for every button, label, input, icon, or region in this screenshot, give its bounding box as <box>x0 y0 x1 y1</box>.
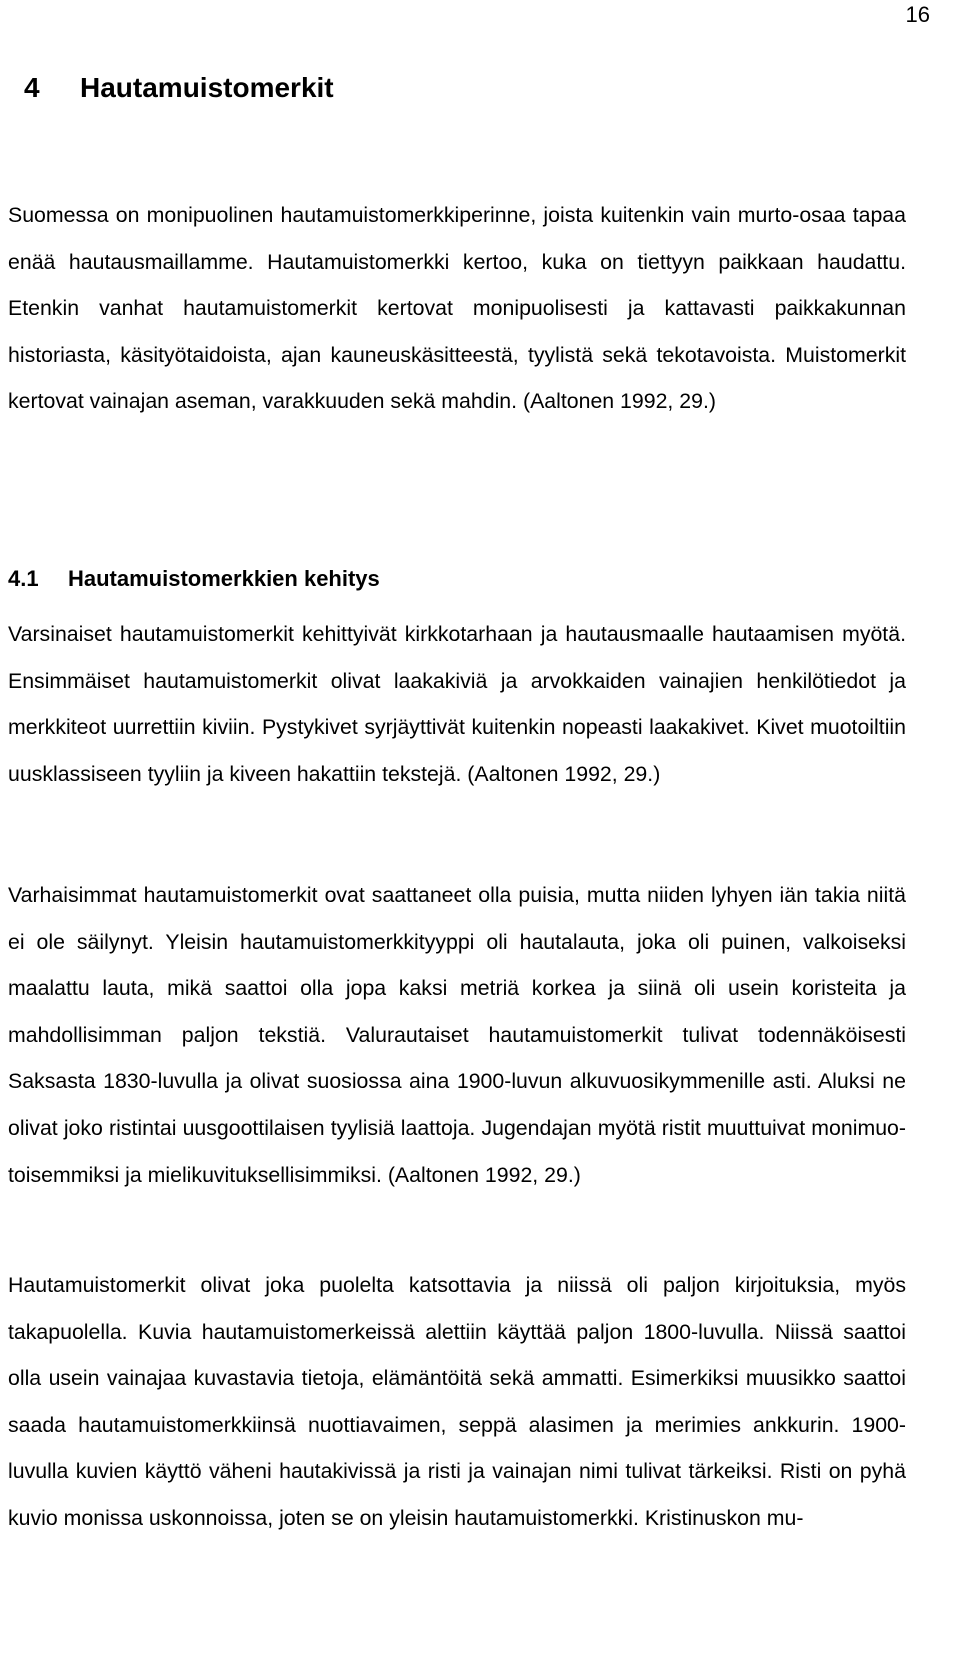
paragraph-intro: Suomessa on monipuolinen hautamuistomerkkiperinne, joista kuitenkin vain murto-osaa tapaa enää hautausmaillamme. Hautamuistomerkki kertoo, kuka on tiettyyn paikkaan haudattu. Etenkin vanhat hautamuistomerkit kertovat monipuolisesti ja kattavasti paikkakunnan historiasta, käsityötaidoista, ajan kauneuskäsitteestä, tyylistä sekä tekotavoista. Muistomerkit kertovat vainajan aseman, varakkuuden sekä mahdin. (Aaltonen 1992, 29.) <box>8 203 906 414</box>
paragraph-development: Varsinaiset hautamuistomerkit kehittyivät kirkkotarhaan ja hautausmaalle hautaamisen myötä. Ensimmäiset hautamuistomerkit olivat laakakiviä ja arvokkaiden vainajien henkilötiedot ja merkkiteot uurrettiin kiviin. Pystykivet syrjäyttivät kuitenkin nopeasti laakakivet. Kivet muotoiltiin uusklassiseen tyyliin ja kiveen hakattiin tekstejä. (Aaltonen 1992, 29.) <box>8 622 906 786</box>
chapter-number: 4 <box>24 72 40 103</box>
paragraph-inscriptions: Hautamuistomerkit olivat joka puolelta katsottavia ja niissä oli paljon kirjoituksia, myös takapuolella. Kuvia hautamuistomerkeissä alettiin käyttää paljon 1800-luvulla. Niissä saattoi olla usein vainajaa kuvastavia tietoja, elämäntöitä sekä ammatti. Esimerkiksi muusikko saattoi saada hautamuistomerkkiinsä nuottiavaimen, seppä alasimen ja merimies ankkurin. 1900-luvulla kuvien käyttö väheni hautakivissä ja risti ja vainajan nimi tulivat tärkeiksi. Risti on pyhä kuvio monissa uskonnoissa, joten se on yleisin hautamuistomerkki. Kristinuskon mu- <box>8 1273 906 1530</box>
section-heading <box>8 566 380 592</box>
paragraph-early-monuments: Varhaisimmat hautamuistomerkit ovat saattaneet olla puisia, mutta niiden lyhyen iän takia niitä ei ole säilynyt. Yleisin hautamuistomerkkityyppi oli hautalauta, joka oli puinen, valkoiseksi maalattu lauta, mikä saattoi olla jopa kaksi metriä korkea ja siinä oli usein koristeita ja mahdollisimman paljon tekstiä. Valurautaiset hautamuistomerkit tulivat todennäköisesti Saksasta 1830-luvulla ja olivat suosiossa aina 1900-luvun alkuvuosikymmenille asti. Aluksi ne olivat joko ristintai uusgoottilaisen tyylisiä laattoja. Jugendajan myötä ristit muuttuivat monimuotoisemmiksi ja mielikuvituksellisimmiksi. (Aaltonen 1992, 29.) <box>8 883 906 1187</box>
section-number: 4.1 <box>8 566 39 591</box>
chapter-title: Hautamuistomerkit <box>80 72 334 103</box>
section-title: Hautamuistomerkkien kehitys <box>68 566 380 591</box>
page-number: 16 <box>905 2 930 27</box>
chapter-heading <box>24 72 334 104</box>
